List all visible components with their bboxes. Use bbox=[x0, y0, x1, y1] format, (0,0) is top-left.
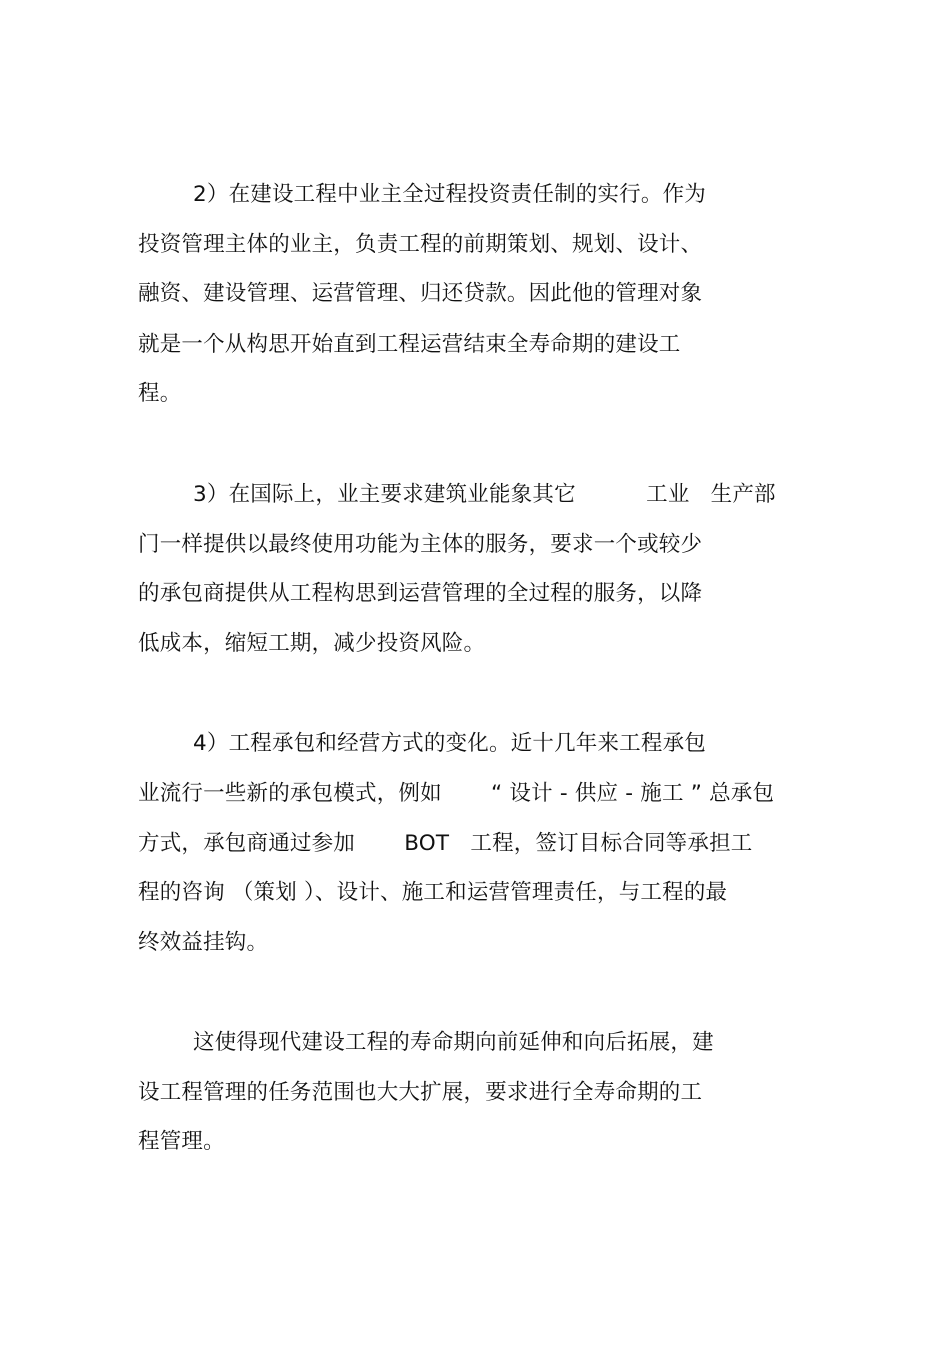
paragraph-line: 程管理。 bbox=[138, 1129, 225, 1154]
paragraph-line: 这使得现代建设工程的寿命期向前延伸和向后拓展，建 bbox=[193, 1030, 714, 1055]
paragraph-line: 的承包商提供从工程构思到运营管理的全过程的服务，以降 bbox=[138, 581, 703, 606]
paragraph-line: 3）在国际上，业主要求建筑业能象其它 工业 生产部 bbox=[193, 482, 776, 507]
paragraph-line: 业流行一些新的承包模式，例如 “ 设计 - 供应 - 施工 ” 总承包 bbox=[138, 781, 775, 806]
paragraph-line: 2）在建设工程中业主全过程投资责任制的实行。作为 bbox=[193, 182, 706, 207]
paragraph-line: 程。 bbox=[138, 381, 182, 406]
paragraph-line: 终效益挂钩。 bbox=[138, 930, 269, 955]
paragraph-line: 设工程管理的任务范围也大大扩展，要求进行全寿命期的工 bbox=[138, 1080, 703, 1105]
paragraph-line: 方式，承包商通过参加 BOT 工程，签订目标合同等承担工 bbox=[138, 831, 753, 856]
paragraph-line: 门一样提供以最终使用功能为主体的服务，要求一个或较少 bbox=[138, 532, 703, 557]
paragraph-line: 低成本，缩短工期，减少投资风险。 bbox=[138, 631, 486, 656]
paragraph-line: 融资、建设管理、运营管理、归还贷款。因此他的管理对象 bbox=[138, 281, 703, 306]
paragraph-line: 就是一个从构思开始直到工程运营结束全寿命期的建设工 bbox=[138, 332, 681, 357]
paragraph-line: 投资管理主体的业主，负责工程的前期策划、规划、设计、 bbox=[138, 232, 703, 257]
paragraph-line: 4）工程承包和经营方式的变化。近十几年来工程承包 bbox=[193, 731, 706, 756]
paragraph-line: 程的咨询 （策划 ）、设计、施工和运营管理责任，与工程的最 bbox=[138, 880, 728, 905]
